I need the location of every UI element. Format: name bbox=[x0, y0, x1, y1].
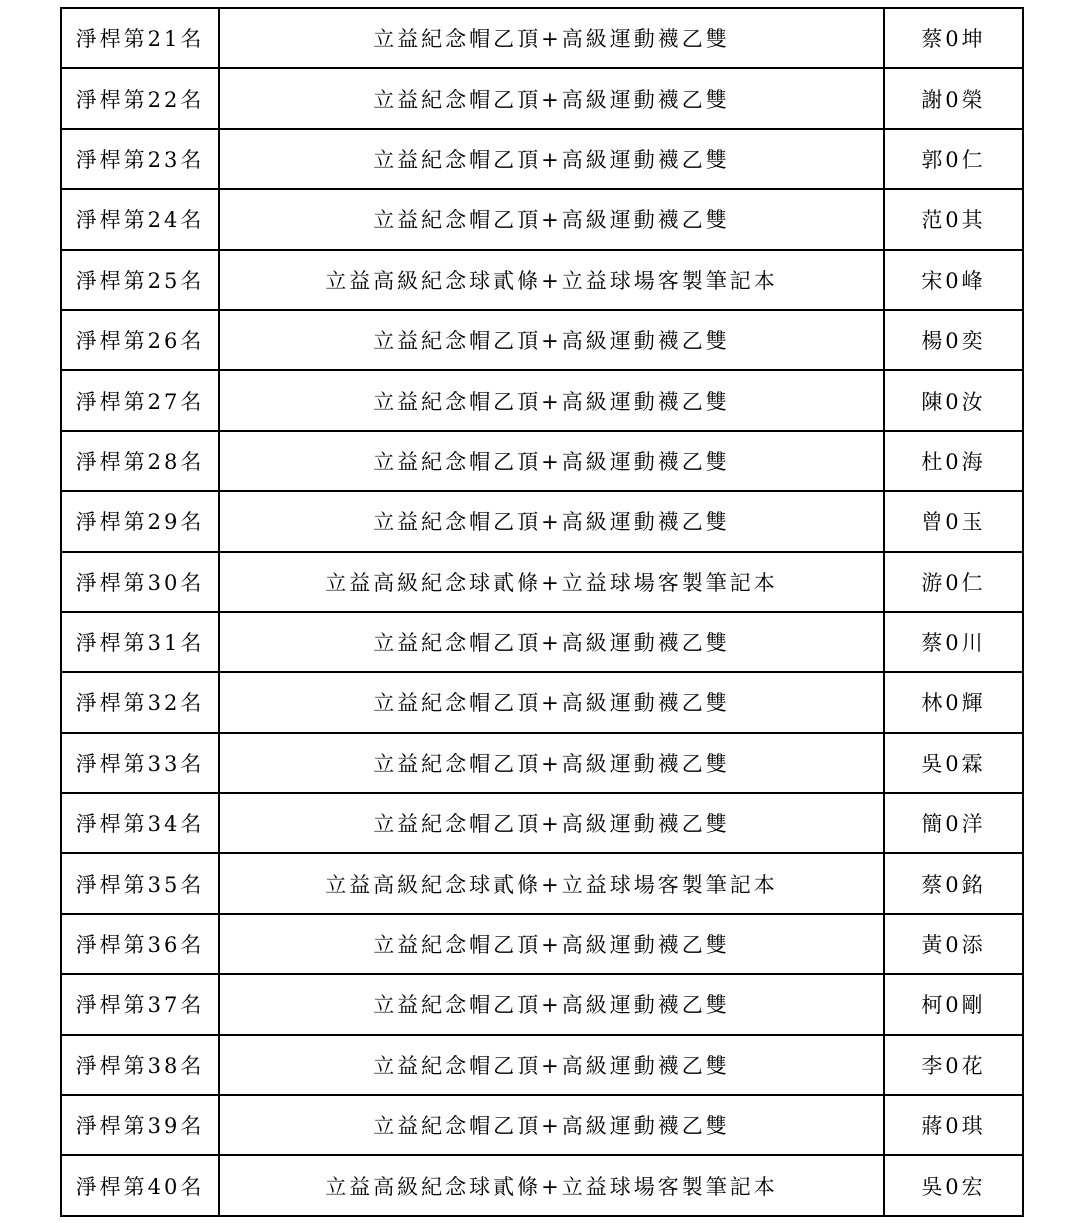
rank-cell: 淨桿第35名 bbox=[61, 853, 219, 913]
rank-cell: 淨桿第32名 bbox=[61, 672, 219, 732]
prize-cell: 立益紀念帽乙頂+高級運動襪乙雙 bbox=[219, 491, 884, 551]
name-cell: 林0輝 bbox=[884, 672, 1023, 732]
rank-cell: 淨桿第34名 bbox=[61, 793, 219, 853]
name-cell: 黃0添 bbox=[884, 914, 1023, 974]
name-cell: 楊0奕 bbox=[884, 310, 1023, 370]
name-cell: 宋0峰 bbox=[884, 250, 1023, 310]
table-row bbox=[61, 68, 1023, 128]
prize-cell: 立益高級紀念球貳條+立益球場客製筆記本 bbox=[219, 552, 884, 612]
name-cell: 陳0汝 bbox=[884, 370, 1023, 430]
name-cell: 蔡0坤 bbox=[884, 8, 1023, 68]
table-row bbox=[61, 672, 1023, 732]
rank-cell: 淨桿第36名 bbox=[61, 914, 219, 974]
table-row bbox=[61, 793, 1023, 853]
prize-cell: 立益高級紀念球貳條+立益球場客製筆記本 bbox=[219, 250, 884, 310]
prize-cell: 立益紀念帽乙頂+高級運動襪乙雙 bbox=[219, 68, 884, 128]
table-row bbox=[61, 310, 1023, 370]
prize-cell: 立益高級紀念球貳條+立益球場客製筆記本 bbox=[219, 1155, 884, 1216]
name-cell: 柯0剛 bbox=[884, 974, 1023, 1034]
prize-cell: 立益紀念帽乙頂+高級運動襪乙雙 bbox=[219, 189, 884, 249]
prize-cell: 立益紀念帽乙頂+高級運動襪乙雙 bbox=[219, 974, 884, 1034]
rank-cell: 淨桿第26名 bbox=[61, 310, 219, 370]
table-row bbox=[61, 974, 1023, 1034]
rank-cell: 淨桿第39名 bbox=[61, 1095, 219, 1155]
prize-cell: 立益紀念帽乙頂+高級運動襪乙雙 bbox=[219, 1035, 884, 1095]
name-cell: 游0仁 bbox=[884, 552, 1023, 612]
prize-table bbox=[60, 7, 1024, 1217]
table-row bbox=[61, 250, 1023, 310]
name-cell: 蔡0川 bbox=[884, 612, 1023, 672]
table-row bbox=[61, 431, 1023, 491]
name-cell: 蔣0琪 bbox=[884, 1095, 1023, 1155]
rank-cell: 淨桿第28名 bbox=[61, 431, 219, 491]
prize-cell: 立益紀念帽乙頂+高級運動襪乙雙 bbox=[219, 612, 884, 672]
table-row bbox=[61, 491, 1023, 551]
table-row bbox=[61, 733, 1023, 793]
rank-cell: 淨桿第38名 bbox=[61, 1035, 219, 1095]
prize-cell: 立益紀念帽乙頂+高級運動襪乙雙 bbox=[219, 1095, 884, 1155]
rank-cell: 淨桿第31名 bbox=[61, 612, 219, 672]
table-row bbox=[61, 853, 1023, 913]
prize-cell: 立益紀念帽乙頂+高級運動襪乙雙 bbox=[219, 914, 884, 974]
rank-cell: 淨桿第27名 bbox=[61, 370, 219, 430]
table-row bbox=[61, 8, 1023, 68]
name-cell: 范0其 bbox=[884, 189, 1023, 249]
name-cell: 謝0榮 bbox=[884, 68, 1023, 128]
table-row bbox=[61, 552, 1023, 612]
rank-cell: 淨桿第22名 bbox=[61, 68, 219, 128]
table-row bbox=[61, 370, 1023, 430]
rank-cell: 淨桿第25名 bbox=[61, 250, 219, 310]
rank-cell: 淨桿第21名 bbox=[61, 8, 219, 68]
table-row bbox=[61, 914, 1023, 974]
prize-cell: 立益紀念帽乙頂+高級運動襪乙雙 bbox=[219, 8, 884, 68]
prize-cell: 立益紀念帽乙頂+高級運動襪乙雙 bbox=[219, 793, 884, 853]
name-cell: 曾0玉 bbox=[884, 491, 1023, 551]
name-cell: 簡0洋 bbox=[884, 793, 1023, 853]
rank-cell: 淨桿第37名 bbox=[61, 974, 219, 1034]
prize-cell: 立益紀念帽乙頂+高級運動襪乙雙 bbox=[219, 129, 884, 189]
table-row bbox=[61, 189, 1023, 249]
rank-cell: 淨桿第29名 bbox=[61, 491, 219, 551]
rank-cell: 淨桿第33名 bbox=[61, 733, 219, 793]
table-row bbox=[61, 1155, 1023, 1216]
name-cell: 李0花 bbox=[884, 1035, 1023, 1095]
prize-table-body bbox=[61, 8, 1023, 1216]
table-row bbox=[61, 1035, 1023, 1095]
name-cell: 郭0仁 bbox=[884, 129, 1023, 189]
rank-cell: 淨桿第40名 bbox=[61, 1155, 219, 1216]
table-row bbox=[61, 129, 1023, 189]
rank-cell: 淨桿第23名 bbox=[61, 129, 219, 189]
name-cell: 吳0霖 bbox=[884, 733, 1023, 793]
prize-cell: 立益紀念帽乙頂+高級運動襪乙雙 bbox=[219, 431, 884, 491]
name-cell: 杜0海 bbox=[884, 431, 1023, 491]
prize-cell: 立益高級紀念球貳條+立益球場客製筆記本 bbox=[219, 853, 884, 913]
rank-cell: 淨桿第24名 bbox=[61, 189, 219, 249]
table-row bbox=[61, 1095, 1023, 1155]
name-cell: 蔡0銘 bbox=[884, 853, 1023, 913]
prize-cell: 立益紀念帽乙頂+高級運動襪乙雙 bbox=[219, 310, 884, 370]
rank-cell: 淨桿第30名 bbox=[61, 552, 219, 612]
name-cell: 吳0宏 bbox=[884, 1155, 1023, 1216]
prize-cell: 立益紀念帽乙頂+高級運動襪乙雙 bbox=[219, 733, 884, 793]
table-row bbox=[61, 612, 1023, 672]
prize-cell: 立益紀念帽乙頂+高級運動襪乙雙 bbox=[219, 370, 884, 430]
prize-cell: 立益紀念帽乙頂+高級運動襪乙雙 bbox=[219, 672, 884, 732]
